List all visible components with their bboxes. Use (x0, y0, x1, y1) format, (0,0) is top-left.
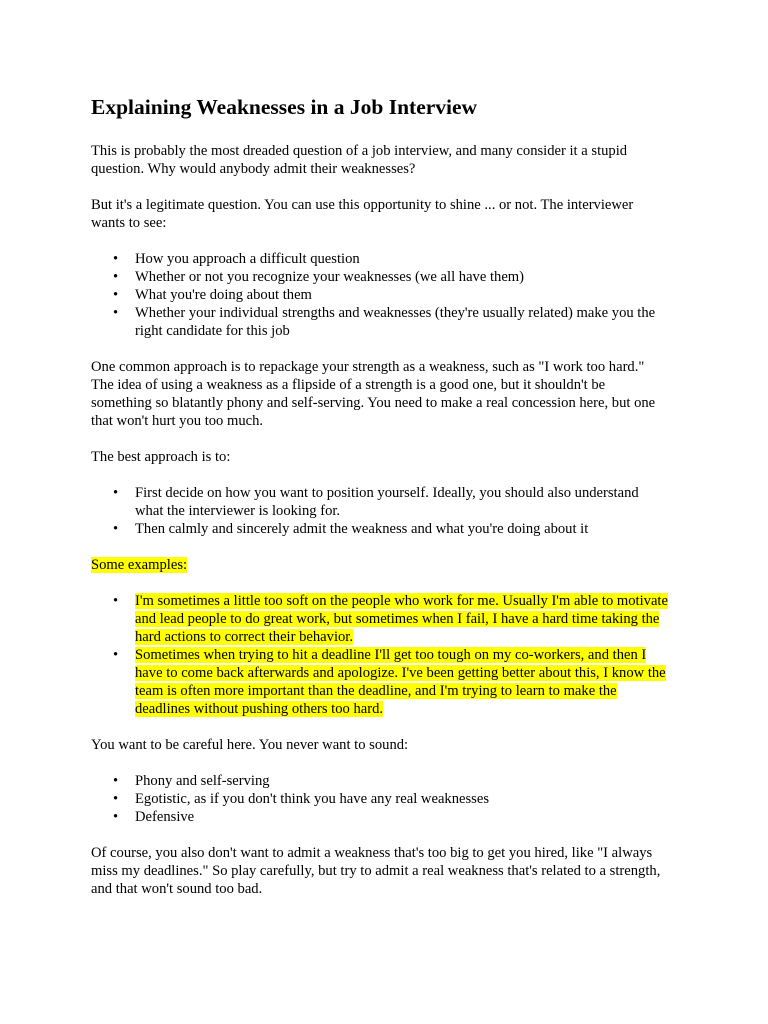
intro-paragraph-2: But it's a legitimate question. You can use this opportunity to shine ... or not. The interviewer wants to see: (91, 197, 634, 231)
list-item: • Then calmly and sincerely admit the weakness and what you're doing about it (135, 520, 668, 538)
examples-heading (91, 556, 668, 574)
interviewer-wants-list (91, 250, 668, 340)
list-item: • Whether your individual strengths and weaknesses (they're usually related) make you the right candidate for this job (135, 304, 668, 340)
list-item (135, 592, 668, 646)
highlighted-text: Some examples: (91, 557, 188, 573)
list-item: • Defensive (135, 808, 668, 826)
careful-paragraph: You want to be careful here. You never want to sound: (91, 737, 409, 753)
approach-paragraph: One common approach is to repackage your strength as a weakness, such as "I work too hard." The idea of using a weakness as a flipside of a strength is a good one, but it shouldn't be something so blatantly phony and self-serving. You need to make a real concession here, but one that won't hurt you too much. (91, 359, 656, 429)
list-item: • First decide on how you want to position yourself. Ideally, you should also understand what the interviewer is looking for. (135, 484, 668, 520)
intro-paragraph-1: This is probably the most dreaded question of a job interview, and many consider it a stupid question. Why would anybody admit their weaknesses? (91, 143, 628, 177)
list-item: • What you're doing about them (135, 286, 668, 304)
list-item: • Egotistic, as if you don't think you have any real weaknesses (135, 790, 668, 808)
best-approach-heading: The best approach is to: (91, 449, 231, 465)
closing-paragraph: Of course, you also don't want to admit a weakness that's too big to get you hired, like "I always miss my deadlines." So play carefully, but try to admit a real weakness that's related to a strength, and that won't sound too bad. (91, 845, 661, 897)
list-item: • Whether or not you recognize your weaknesses (we all have them) (135, 268, 668, 286)
examples-list (91, 592, 668, 718)
avoid-list (91, 772, 668, 826)
list-item: • How you approach a difficult question (135, 250, 668, 268)
list-item (135, 646, 668, 718)
best-approach-list (91, 484, 668, 538)
list-item: • Phony and self-serving (135, 772, 668, 790)
highlighted-text: Sometimes when trying to hit a deadline I'll get too tough on my co-workers, and then I have to come back afterwards and apologize. I've been getting better about this, I know the team is often more important than the deadline, and I'm trying to learn to make the deadlines without pushing others too hard. (135, 647, 666, 717)
document-title: Explaining Weaknesses in a Job Interview (91, 95, 478, 119)
highlighted-text: I'm sometimes a little too soft on the people who work for me. Usually I'm able to motivate and lead people to do great work, but sometimes when I fail, I have a hard time taking the hard actions to correct their behavior. (135, 593, 668, 645)
